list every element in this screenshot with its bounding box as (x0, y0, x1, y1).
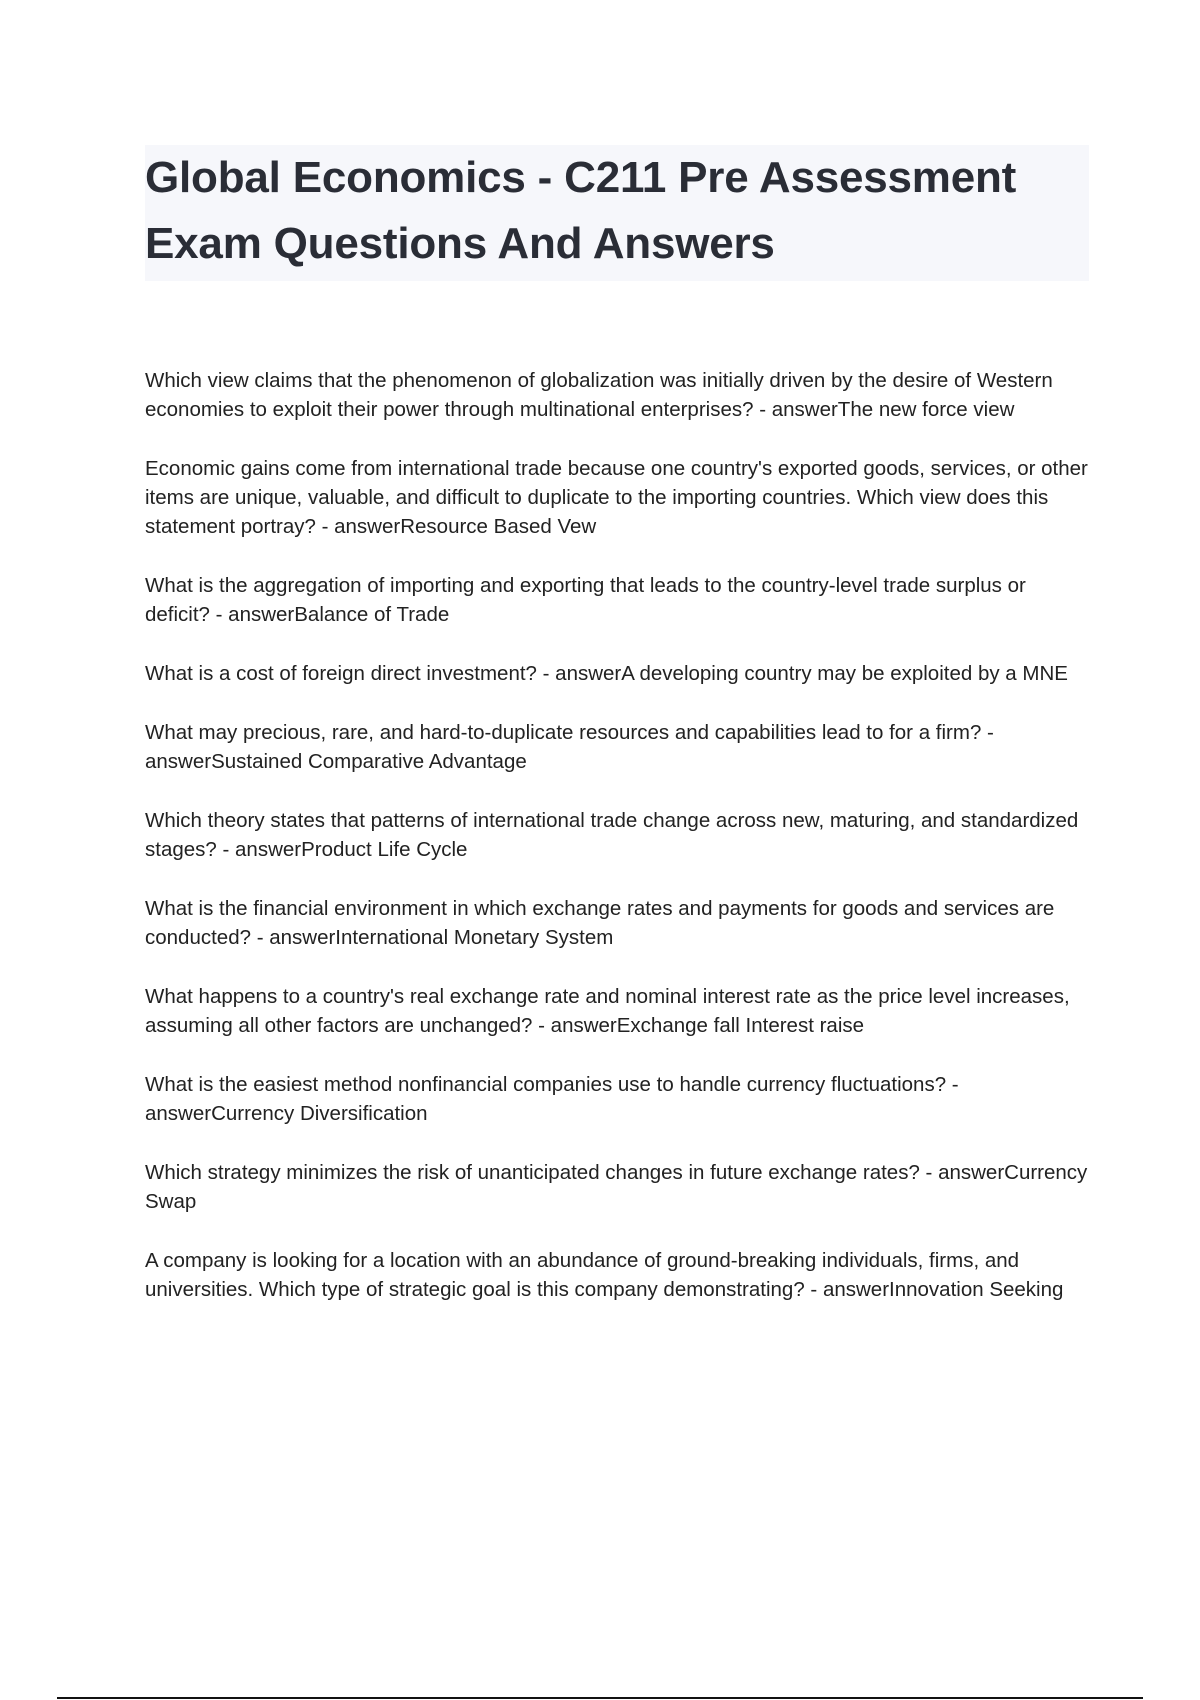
qa-item: What is the easiest method nonfinancial companies use to handle currency fluctuations? - answerCurrency Diversification (145, 1073, 959, 1125)
qa-item: What is the financial environment in which exchange rates and payments for goods and services are conducted? - answerInternational Monetary System (145, 897, 1055, 949)
qa-item: Which view claims that the phenomenon of globalization was initially driven by the desire of Western economies to exploit their power through multinational enterprises? - answerThe new force view (145, 369, 1053, 421)
qa-item: What is the aggregation of importing and exporting that leads to the country-level trade surplus or deficit? - answerBalance of Trade (145, 574, 1026, 626)
page-title-line-2: Exam Questions And Answers (145, 219, 775, 268)
page-bottom-divider (57, 1697, 1143, 1699)
qa-item: Which theory states that patterns of international trade change across new, maturing, and standardized stages? - answerProduct Life Cycle (145, 809, 1079, 861)
qa-list (145, 366, 1090, 1334)
page-title-line-1: Global Economics - C211 Pre Assessment (145, 153, 1017, 202)
qa-item: What is a cost of foreign direct investment? - answerA developing country may be exploited by a MNE (145, 662, 1068, 685)
qa-item: Which strategy minimizes the risk of unanticipated changes in future exchange rates? - answerCurrency Swap (145, 1161, 1088, 1213)
qa-item: What may precious, rare, and hard-to-duplicate resources and capabilities lead to for a firm? - answerSustained Comparative Advantage (145, 721, 994, 773)
title-banner (145, 145, 1089, 281)
qa-item: A company is looking for a location with an abundance of ground-breaking individuals, firms, and universities. Which type of strategic goal is this company demonstrating? - answerInnovation Seeking (145, 1249, 1064, 1301)
qa-item: What happens to a country's real exchange rate and nominal interest rate as the price level increases, assuming all other factors are unchanged? - answerExchange fall Interest raise (145, 985, 1070, 1037)
qa-item: Economic gains come from international trade because one country's exported goods, services, or other items are unique, valuable, and difficult to duplicate to the importing countries. Which view does this statement portray? - answerResource Based Vew (145, 457, 1088, 538)
